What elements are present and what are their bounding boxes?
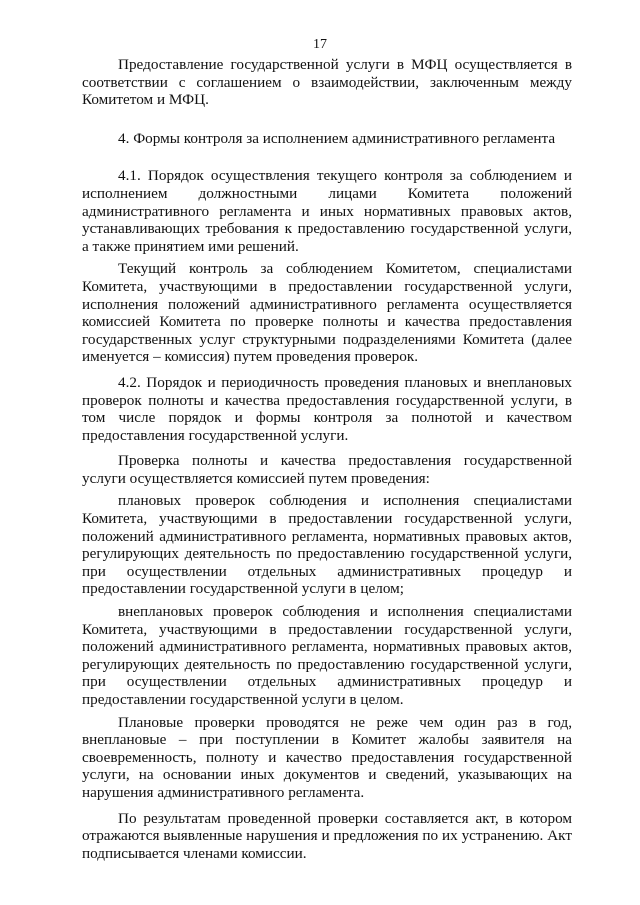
page-number: 17 <box>313 37 327 52</box>
paragraph-inspection-methods: Проверка полноты и качества предоставления государственной услуги осуществляется комиссией путем проведения: <box>82 452 572 487</box>
paragraph-inspection-frequency: Плановые проверки проводятся не реже чем один раз в год, внеплановые – при поступлении в Комитет жалобы заявителя на своевременность, полноту и качество предоставления государственной услуги, на основании иных документов и сведений, указывающих на нарушения административного регламента. <box>82 713 572 801</box>
intro-paragraph: Предоставление государственной услуги в МФЦ осуществляется в соответствии с соглашением о взаимодействии, заключенным между Комитетом и МФЦ. <box>82 56 572 109</box>
paragraph-4-1: 4.1. Порядок осуществления текущего контроля за соблюдением и исполнением должностными лицами Комитета положений административного регламента и иных нормативных правовых актов, устанавливающих требования к предоставлению государственной услуги, а также принятием ими решений. <box>82 167 572 255</box>
paragraph-current-control: Текущий контроль за соблюдением Комитетом, специалистами Комитета, участвующими в предоставлении государственной услуги, исполнения положений административного регламента осуществляется комиссией Комитета по проверке полноты и качества предоставления государственных услуг структурными подразделениями Комитета (далее именуется – комиссия) путем проведения проверок. <box>82 260 572 366</box>
paragraph-4-2: 4.2. Порядок и периодичность проведения плановых и внеплановых проверок полноты и качества предоставления государственной услуги, в том числе порядок и формы контроля за полнотой и качеством предоставления государственной услуги. <box>82 373 572 444</box>
section-heading: 4. Формы контроля за исполнением административного регламента <box>118 129 556 147</box>
paragraph-inspection-act: По результатам проведенной проверки составляется акт, в котором отражаются выявленные нарушения и предложения по их устранению. Акт подписывается членами комиссии. <box>82 809 572 862</box>
paragraph-unplanned-inspections: внеплановых проверок соблюдения и исполнения специалистами Комитета, участвующими в предоставлении государственной услуги, положений административного регламента, нормативных правовых актов, регулирующих деятельность по предоставлению государственной услуги, при осуществлении отдельных административных процедур и предоставлении государственной услуги в целом. <box>82 603 572 708</box>
paragraph-planned-inspections: плановых проверок соблюдения и исполнения специалистами Комитета, участвующими в предоставлении государственной услуги, положений административного регламента, нормативных правовых актов, регулирующих деятельность по предоставлению государственной услуги, при осуществлении отдельных административных процедур и предоставлении государственной услуги в целом; <box>82 492 572 598</box>
document-body <box>82 56 572 862</box>
